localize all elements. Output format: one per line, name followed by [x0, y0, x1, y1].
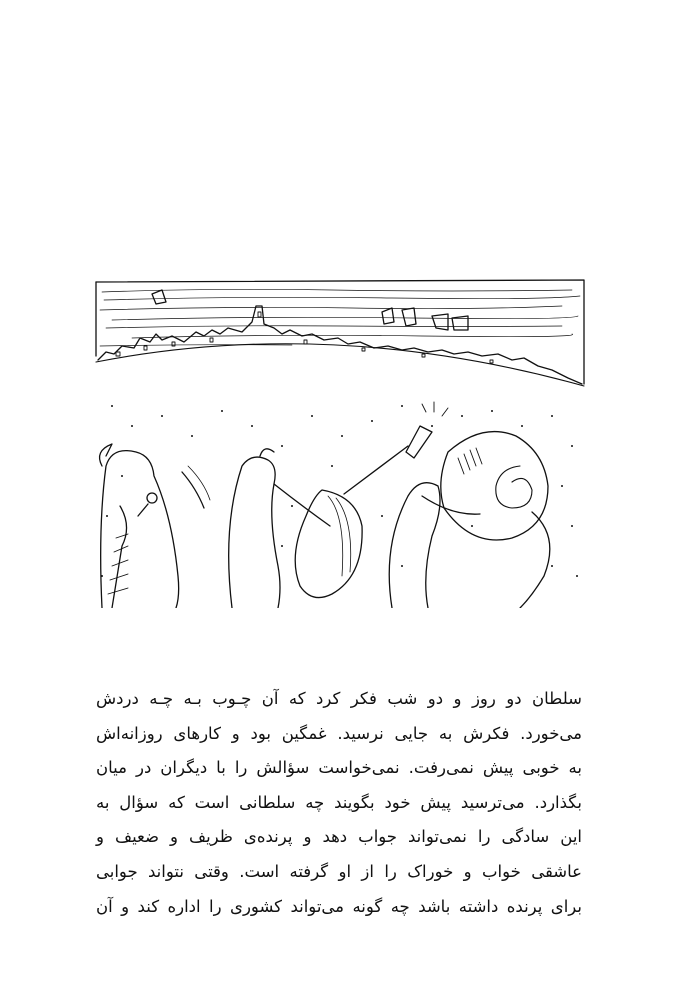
- paragraph-line: برای پرنده داشته باشد چه گونه می‌تواند کشوری را اداره کند و آن: [96, 896, 582, 916]
- paragraph-line: سلطان دو روز و دو شب فکر کرد که آن چـوب بـه چـه دردش: [96, 689, 582, 708]
- paragraph-line: می‌خورد. فکرش به جایی نرسید. غمگین بود و کارهای روزانه‌اش: [96, 723, 582, 743]
- paragraph-line: عاشقی خواب و خوراک را از او گرفته است. وقتی نتواند جوابی: [96, 861, 582, 881]
- paragraph-line: به خوبی پیش نمی‌رفت. نمی‌خواست سؤالش را با دیگران در میان: [96, 758, 582, 778]
- ink-drawing-illustration: [92, 276, 588, 608]
- story-paragraph: [96, 682, 582, 924]
- paragraph-line: بگذارد. می‌ترسید پیش خود بگویند چه سلطانی است که سؤال به: [96, 792, 582, 812]
- paragraph-line: این سادگی را نمی‌تواند جواب دهد و پرنده‌ی ظریف و ضعیف و: [96, 827, 582, 847]
